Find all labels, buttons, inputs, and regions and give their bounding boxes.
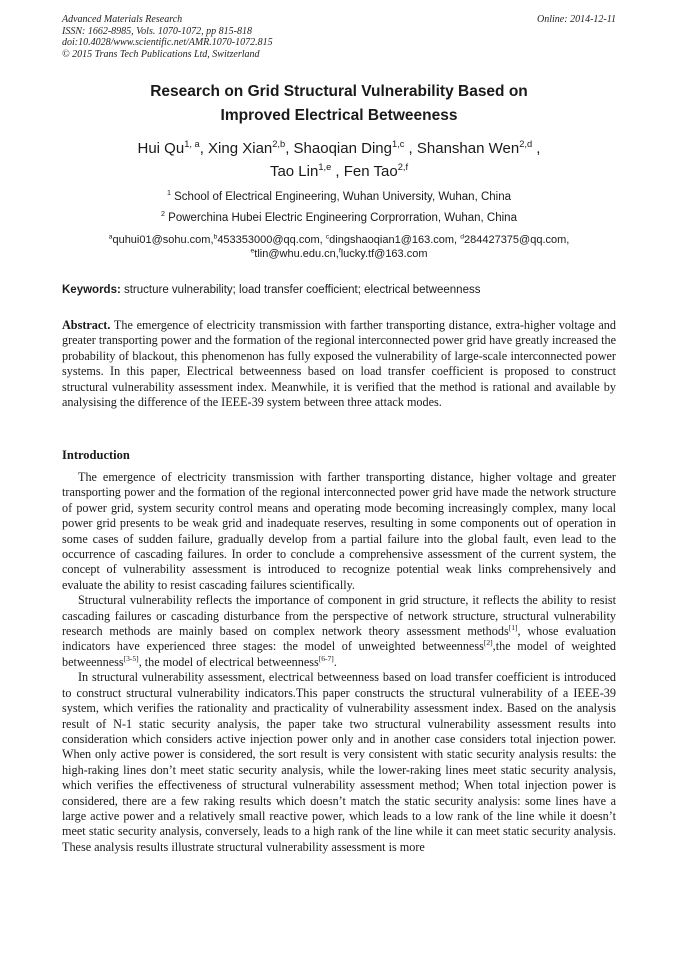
- paragraph-text: .: [333, 654, 337, 669]
- email: quhui01@sohu.com,: [112, 234, 214, 246]
- paragraph: The emergence of electricity transmission with farther transporting distance, higher voltage and greater transporting power and the formation of the regional interconnected power grid have made the network structure of power grid, system security control means and operating mode becoming increasingly complex, many local power grid presents to be weak grid and inadequate reserves, resulting in some components out of operation in some cases of sudden failure, gradually develop from a partial failure into the global fault, even lead to the occurrence of cascading failures. In order to conclude a comprehensive assessment of the current system, the concept of vulnerability assessment is introduced to recognize potential weak links comprehensively and evaluate the ability to resist cascading failures scientifically.: [62, 470, 616, 592]
- citation: [6-7]: [318, 653, 334, 663]
- email: 453353000@qq.com,: [217, 234, 326, 246]
- author-sup: 2,b: [272, 139, 286, 149]
- authors-line-2: Tao Lin$^{1,e}$ , Fen Tao$^{2,f}$: [269, 162, 409, 180]
- author-name: Shaoqian Ding: [293, 140, 392, 157]
- affiliation-text: Powerchina Hubei Electric Engineering Corprorration, Wuhan, China: [168, 212, 517, 224]
- author-name: Tao Lin: [269, 163, 319, 180]
- paragraph: [62, 593, 616, 670]
- paragraph-text: , whose evaluation indicators have experienced three stages: the model of unweighted betweenness: [62, 624, 616, 654]
- email-sup: f: [338, 247, 341, 255]
- keywords: [62, 284, 616, 296]
- abstract-label: Abstract.: [62, 318, 111, 332]
- email-sup: e: [250, 247, 255, 255]
- introduction-heading: Introduction: [62, 448, 130, 462]
- author-name: Hui Qu: [137, 140, 185, 157]
- introduction-body: [62, 470, 616, 855]
- citation: [1]: [508, 623, 518, 632]
- citation: [2]: [483, 638, 493, 648]
- author-sup: 1,c: [391, 139, 405, 149]
- author-sup: 2,f: [397, 162, 409, 172]
- author-name: Xing Xian: [208, 140, 273, 157]
- email-sup: a: [108, 233, 113, 241]
- abstract-text: The emergence of electricity transmission with farther transporting distance, extra-higher voltage and greater transporting power and the formation of the regional interconnected power grid have greatly increased the probability of blackout, this phenomenon has fully exposed the vulnerability of large-scale interconnected power systems. In this paper, Electrical betweenness based on load transfer coefficient is proposed to construct structural vulnerability assessment index. Meanwhile, it is verified that the method is rational and available by analysising the difference of the IEEE-39 system between three attack modes.: [62, 318, 616, 410]
- paper-title-line-2: Improved Electrical Betweeness: [220, 107, 458, 124]
- email-sup: c: [325, 233, 330, 241]
- journal-header: [62, 14, 616, 60]
- author-sup: 1,e: [318, 162, 332, 172]
- emails-line-1: [40, 233, 638, 247]
- affiliation-1: [40, 190, 638, 205]
- affiliation-sup: 1: [166, 189, 171, 198]
- author-sup: 2,d: [519, 139, 533, 149]
- email: dingshaoqian1@163.com,: [329, 234, 461, 246]
- affiliation-text: School of Electrical Engineering, Wuhan University, Wuhan, China: [174, 191, 512, 203]
- author-name: Shanshan Wen: [416, 140, 520, 157]
- paragraph-text: Structural vulnerability reflects the importance of component in grid structure, it reflects the ability to resist cascading failures or cascading disturbance from the perspective of network structure, structural vulnerability research methods are mainly based on complex network theory assessment methods: [62, 593, 616, 639]
- copyright-line: © 2015 Trans Tech Publications Ltd, Switzerland: [62, 48, 260, 60]
- email-sup: d: [460, 233, 464, 241]
- abstract: [62, 318, 616, 410]
- email-sup: b: [213, 233, 218, 241]
- affiliation-2: [40, 211, 638, 226]
- keywords-label: Keywords:: [62, 284, 121, 296]
- keywords-text: structure vulnerability; load transfer coefficient; electrical betweenness: [120, 284, 481, 296]
- online-date: Online: 2014-12-11: [537, 14, 616, 25]
- email: tlin@whu.edu.cn,: [254, 248, 339, 260]
- issn-line: ISSN: 1662-8985, Vols. 1070-1072, pp 815-818: [62, 25, 252, 37]
- emails-line-2: [40, 247, 638, 261]
- paragraph: In structural vulnerability assessment, electrical betweenness based on load transfer coefficient is introduced to construct structural vulnerability indicators.This paper constructs the structural vulnerability of a IEEE-39 system, which verifies the rationality and practicality of vulnerability assessment index. Based on the analysis result of N-1 static security analysis, the paper take two structural vulnerability assessment results into consideration which considers active injection power only and in another case considers total injection power. When only active power is considered, the sort result is very consistent with static security analysis results: the high-raking lines don’t meet static security analysis, while the lower-raking lines meet static security analysis, which verifies the effectiveness of structural vulnerability assessment method; When total injection power is considered, there are a few raking results which doesn’t match the static security analysis: some lines have a large active power and a relatively small reactive power, which leads to a low rank of the line while it doesn’t meet static security analysis, conversely, leads to a high rank of the line while it can meet static security analysis. These analysis results illustrate structural vulnerability assessment is more: [62, 670, 616, 854]
- author-sup: 1, a: [184, 139, 200, 149]
- author-name: Fen Tao: [343, 163, 398, 180]
- email: 284427375@qq.com,: [463, 234, 570, 246]
- affiliation-sup: 2: [161, 210, 165, 219]
- doi-line: doi:10.4028/www.scientific.net/AMR.1070-1072.815: [62, 37, 273, 48]
- email: lucky.tf@163.com: [340, 248, 428, 260]
- authors-line-1: Hui Qu$^{1, a}$, Xing Xian$^{2,b}$, Shaoqian Ding$^{1,c}$ , Shanshan Wen$^{2,d}$ ,: [137, 139, 541, 157]
- paper-title-line-1: Research on Grid Structural Vulnerability Based on: [150, 83, 528, 100]
- journal-name: Advanced Materials Research: [62, 14, 183, 25]
- paragraph-text: ,the model of weighted betweenness: [62, 639, 616, 669]
- paragraph-text: , the model of electrical betweenness: [138, 654, 319, 669]
- citation: [3-5]: [123, 653, 139, 663]
